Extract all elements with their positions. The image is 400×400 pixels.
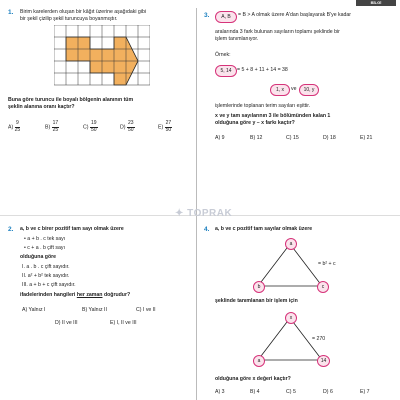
q1-intro-line2: bir şekil çizilip şekil turuncuya boyanmıştır. — [20, 16, 118, 22]
q4-line1: a, b ve c pozitif tam sayılar olmak üzere — [215, 226, 313, 232]
q1-question-line2: şeklin alanına oranı kaçtır? — [8, 104, 75, 110]
q4-tri1-top-node: a — [285, 238, 297, 250]
q4-question: olduğuna göre x değeri kaçtır? — [215, 376, 291, 382]
q3-question-line1: x ve y tam sayılarının 3 ile bölümünden kalan 1 — [215, 113, 331, 119]
q2-option-e[interactable]: E) I, II ve III — [110, 320, 137, 326]
q3-option-b[interactable]: B) 12 — [250, 135, 263, 141]
vertical-divider — [196, 8, 197, 400]
question-3-number: 3. — [204, 12, 210, 19]
q1-option-b[interactable]: B) $\frac{17}{25}$ — [45, 120, 59, 133]
q3-def-line3: işlem tanımlanıyor. — [215, 36, 259, 42]
q4-option-a[interactable]: A) 3 — [215, 389, 225, 395]
q3-def-line2: aralarında 3 fark bulunan sayıların toplamı şeklinde bir — [215, 29, 340, 35]
q1-option-d[interactable]: D) $\frac{23}{50}$ — [120, 120, 134, 133]
question-1-number: 1. — [8, 9, 14, 16]
q4-definition-text: şeklinde tanımlanan bir işlem için — [215, 298, 298, 304]
q4-option-e[interactable]: E) 7 — [360, 389, 370, 395]
q3-question-line2: olduğuna göre y – x farkı kaçtır? — [215, 120, 295, 126]
question-2-number: 2. — [8, 226, 14, 233]
q4-tri2-left-node: a — [253, 355, 265, 367]
q1-option-c[interactable]: C) $\frac{19}{50}$ — [83, 120, 97, 133]
q2-statement2: II. a² + b² tek sayıdır. — [22, 273, 70, 279]
q4-option-c[interactable]: C) 5 — [286, 389, 296, 395]
q4-option-d[interactable]: D) 6 — [323, 389, 333, 395]
q3-option-a[interactable]: A) 9 — [215, 135, 225, 141]
q4-tri1-right-node: c — [317, 281, 329, 293]
q2-option-a[interactable]: A) Yalnız I — [22, 307, 46, 313]
q2-bullet2: • c + a . b çift sayı — [24, 245, 65, 251]
watermark-swoosh-icon: ✦ — [175, 208, 184, 219]
q4-tri1-label: = b² + c — [318, 261, 336, 267]
q3-info-line: işlemlerinde toplanan terim sayıları eşittir. — [215, 103, 311, 109]
q3-example-equation: = 5 + 8 + 11 + 14 = 38 — [237, 67, 288, 73]
q1-intro-line1: Birim karelerden oluşan bir kâğıt üzerine aşağıdaki gibi — [20, 9, 147, 15]
q2-option-b[interactable]: B) Yalnız II — [82, 307, 107, 313]
q3-ve-text: ve — [291, 86, 297, 92]
q2-statement3: III. a + b + c çift sayıdır. — [22, 282, 76, 288]
q1-grid-figure — [54, 25, 150, 95]
q4-tri1-left-node: b — [253, 281, 265, 293]
q2-bullet1: • a + b . c tek sayı — [24, 236, 66, 242]
q3-example-pill: 5, 14 — [215, 65, 237, 77]
question-4-number: 4. — [204, 226, 210, 233]
q2-question: ifadelerinden hangileri her zaman doğrudur? — [20, 292, 131, 298]
q2-option-c[interactable]: C) I ve II — [136, 307, 156, 313]
header-badge: BİLGİ — [356, 0, 396, 6]
q3-example-label: Örnek: — [215, 52, 231, 58]
q3-option-e[interactable]: E) 21 — [360, 135, 373, 141]
q3-option-c[interactable]: C) 15 — [286, 135, 299, 141]
q1-option-e[interactable]: E) $\frac{27}{50}$ — [158, 120, 172, 133]
q3-pill-ab: A, B — [215, 11, 237, 23]
q3-pill-10y: 10, y — [299, 84, 319, 96]
q2-option-d[interactable]: D) II ve III — [55, 320, 78, 326]
q4-tri2-top-node: x — [285, 312, 297, 324]
q2-line1: a, b ve c birer pozitif tam sayı olmak üzere — [20, 226, 124, 232]
q4-tri2-right-node: 14 — [317, 355, 330, 367]
q3-def-line1: = B > A olmak üzere A'dan başlayarak B'ye kadar — [238, 12, 352, 18]
q1-option-a[interactable]: A) $\frac{9}{25}$ — [8, 120, 21, 133]
q2-line2: olduğuna göre — [20, 254, 57, 260]
q3-pill-1x: 1, x — [270, 84, 290, 96]
q4-option-b[interactable]: B) 4 — [250, 389, 260, 395]
q2-statement1: I. a . b . c çift sayıdır. — [22, 264, 70, 270]
toprak-watermark-logo: ✦ TOPRAK — [175, 208, 233, 219]
q3-option-d[interactable]: D) 18 — [323, 135, 336, 141]
q1-question-line1: Buna göre turuncu ile boyalı bölgenin alanının tüm — [8, 97, 134, 103]
q4-tri2-label: = 270 — [312, 336, 326, 342]
